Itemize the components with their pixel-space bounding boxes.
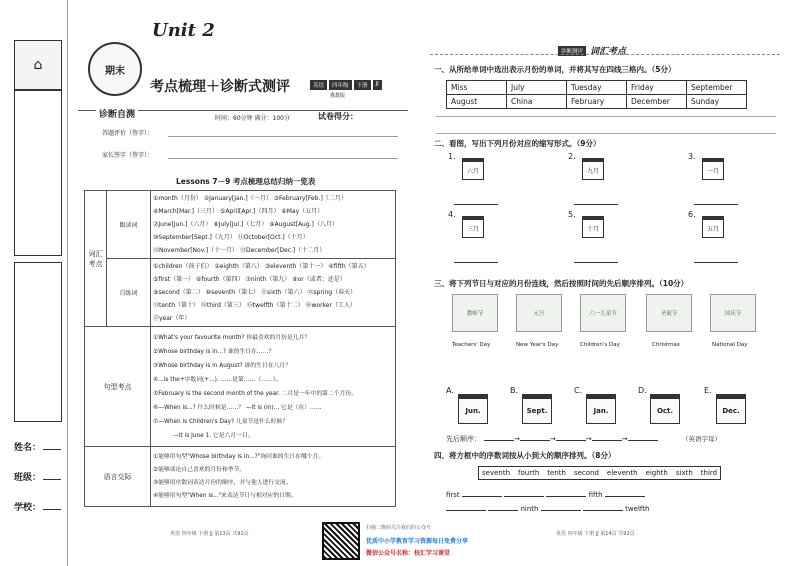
holiday-picture: 六一儿童节	[580, 294, 626, 332]
answer-blank[interactable]	[454, 196, 498, 205]
answer-blank[interactable]	[694, 196, 738, 205]
footer-right: 英语 四年级 下册 JJ 第14页 共92页	[556, 531, 635, 537]
q1-title: 一、从所给单词中选出表示月份的单词，并将其写在四线三格内。（5分）	[434, 65, 676, 74]
holiday-label: Christmas	[652, 342, 680, 348]
calendar-icon: 三月	[462, 216, 484, 238]
cat-sentence: 句型考点	[85, 327, 151, 447]
answer-blank[interactable]	[694, 254, 738, 263]
calendar-icon: 九月	[582, 158, 604, 180]
tag: JJ	[373, 80, 382, 90]
school-field[interactable]: 学校：	[14, 500, 61, 513]
q1-word-box: Miss July Tuesday Friday September August China February December Sunday	[446, 80, 747, 109]
binding-sidebar	[0, 0, 68, 566]
unit-title: Unit 2	[152, 20, 215, 41]
sub-self: 自练词	[107, 259, 151, 327]
class-field[interactable]: 班级：	[14, 470, 61, 483]
comm-list: ①能够用句型"Whose birthday is in...?"询问谁的生日在哪个月。 ②能够谈论自己喜欢的月份和季节。 ③能够用序数词表达月份的顺序，并与他人进行交流。 ④能够用句型"When is..."来表达节日与相对应的日期。	[151, 447, 396, 507]
calendar-icon: 十月	[582, 216, 604, 238]
q3-title: 三、将下列节日与对应的月份连线，然后按照时间的先后顺序排列。（10分）	[434, 279, 689, 288]
lessons-title: Lessons 7－9 考点梳理总结归纳一览表	[176, 177, 316, 186]
diag-label: 诊断自测	[96, 107, 138, 120]
right-header	[558, 44, 626, 57]
tags	[310, 80, 382, 90]
summary-table	[84, 190, 396, 507]
parent-field[interactable]: 家长签字（签字）：	[102, 152, 154, 159]
order-label: 先后顺序：	[446, 435, 481, 443]
logo: ⌂	[14, 40, 62, 90]
time-info: 时间：60分钟 满分：100分	[215, 115, 290, 122]
q4-word-box: seventh fourth tenth second eleventh eighth sixth third	[478, 466, 721, 480]
score-label: 试卷得分：	[318, 112, 358, 121]
holiday-label: Teachers' Day	[452, 342, 491, 348]
qr-title: 扫描二维码关注我们的公众号	[366, 525, 432, 531]
q4-row2[interactable]: ninth twelfth	[446, 502, 649, 513]
holiday-picture: 国庆节	[710, 294, 756, 332]
tag: 四年级	[329, 80, 352, 90]
header-tag: 诊断测评	[558, 46, 586, 56]
cat-comm: 语言交际	[85, 447, 151, 507]
holiday-label: Children's Day	[580, 342, 620, 348]
header-title: 词汇考点	[590, 47, 627, 57]
badge: 期末	[88, 42, 142, 96]
name-field[interactable]: 姓名：	[14, 440, 61, 453]
month-card[interactable]: Oct.	[650, 394, 680, 424]
calendar-icon: 一月	[702, 158, 724, 180]
answer-blank[interactable]	[574, 196, 618, 205]
holiday-picture: 圣诞节	[646, 294, 692, 332]
eval-field[interactable]: 答题评价（签字）：	[102, 130, 154, 137]
month-card[interactable]: Dec.	[716, 394, 746, 424]
q4-row1[interactable]: first fifth	[446, 488, 645, 499]
footer-left: 英语 四年级 下册 JJ 第13页 共92页	[170, 531, 249, 537]
month-card[interactable]: Jan.	[586, 394, 616, 424]
q1-answer-lines[interactable]	[436, 116, 776, 134]
qr-line2: 微信公众号名称：校汇学习课堂	[366, 550, 451, 557]
order-blanks[interactable]: → → → →	[484, 432, 658, 443]
answer-blank[interactable]	[454, 254, 498, 263]
q2-title: 二、看图，写出下列月份对应的缩写形式。（9分）	[434, 139, 601, 148]
qr-code[interactable]	[322, 522, 360, 560]
q4-title: 四、将方框中的序数词按从小到大的顺序排列。（8分）	[434, 451, 616, 460]
qr-line1: 优质中小学教育学习资源每日免费分享	[366, 538, 469, 545]
calendar-icon: 五月	[702, 216, 724, 238]
vocab-self: ①children（孩子们） ②eighth（第八） ③eleventh（第十一） ④fifth（第五） ⑤first（第一） ⑥fourth（第四） ⑦ninth（第九） ⑧or（或者；还是） ⑨second（第二） ⑩seventh（第七） ⑪sixth（第六） ⑫spring（春天） ⑬tenth（第十） ⑭third（第三） ⑮twelfth（第十二） ⑯worker（工人） ⑰year（年）	[151, 259, 396, 327]
holiday-picture: 教师节	[452, 294, 498, 332]
order-note: （英语字母）	[682, 435, 721, 443]
month-card[interactable]: Jun.	[458, 394, 488, 424]
cat-vocab: 词汇考点	[85, 191, 107, 327]
holiday-label: New Year's Day	[516, 342, 559, 348]
answer-blank[interactable]	[574, 254, 618, 263]
edition-note: 冀教版	[330, 93, 346, 99]
vocab-follow: ①month（月份） ②January[Jan.]（一月） ③February[Feb.]（二月） ④March[Mar.]（三月） ⑤April[Apr.]（四月） ⑥May（五月） ⑦June[Jun.]（六月） ⑧July[Jul.]（七月） ⑨August[Aug.]（八月） ⑩September[Sept.]（九月） ⑪October[Oct.]（十月） ⑫November[Nov.]（十一月） ⑬December[Dec.]（十二月）	[151, 191, 396, 259]
calendar-icon: 六月	[462, 158, 484, 180]
sub-follow: 跟读词	[107, 191, 151, 259]
holiday-picture: 元旦	[516, 294, 562, 332]
holiday-label: National Day	[712, 342, 748, 348]
page-title: 考点梳理＋诊断式测评	[150, 79, 290, 95]
tag: 下册	[354, 80, 371, 90]
month-card[interactable]: Sept.	[522, 394, 552, 424]
sentence-list: ①What's your favourite month? 你最喜欢的月份是几月？ ②Whose birthday is in...? 谁的生日在……？ ③Whose birthday is in August? 谁的生日在八月？ ④...is the+序数词(+...). ……是第……（……）。 ⑤February is the second month of the year. 二月是一年中的第二个月份。 ⑥—When is...? 什么时候是……？ —It is (in)... 它是（在）…… ⑦—When is Children's Day? 儿童节是什么时候？ —It is June 1. 它是六月一日。	[151, 327, 396, 447]
tag: 英语	[310, 80, 327, 90]
